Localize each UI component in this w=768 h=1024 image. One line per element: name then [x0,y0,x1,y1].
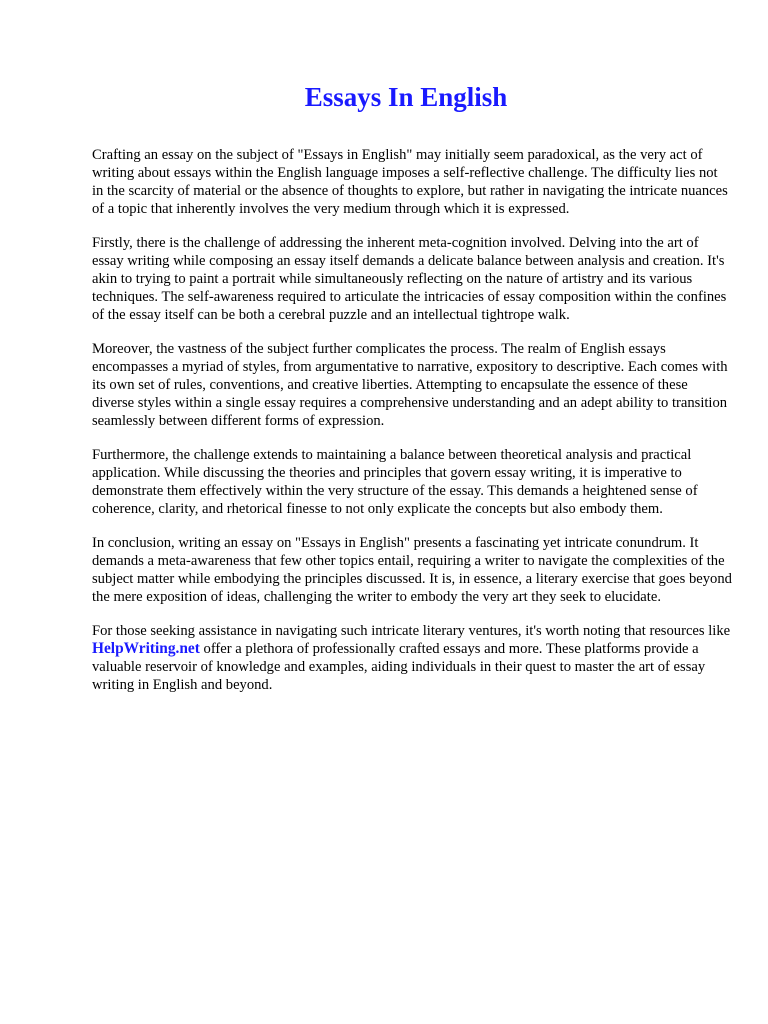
paragraph-closing [92,622,732,694]
paragraph-conclusion: In conclusion, writing an essay on "Essays in English" presents a fascinating yet intricate conundrum. It demands a meta-awareness that few other topics entail, requiring a writer to navigate the complexities of the subject matter while embodying the principles discussed. It is, in essence, a literary exercise that goes beyond the mere exposition of ideas, challenging the writer to embody the very art they seek to elucidate. [92,535,732,605]
helpwriting-link[interactable]: HelpWriting.net [92,640,200,657]
document-body [92,146,732,710]
closing-text-before-link: For those seeking assistance in navigating such intricate literary ventures, it's worth noting that resources like [92,623,731,639]
paragraph-vastness: Moreover, the vastness of the subject further complicates the process. The realm of English essays encompasses a myriad of styles, from argumentative to narrative, expository to descriptive. Each comes with its own set of rules, conventions, and creative liberties. Attempting to encapsulate the essence of these diverse styles within a single essay requires a comprehensive understanding and an adept ability to transition seamlessly between different forms of expression. [92,341,728,429]
paragraph-theory-practice: Furthermore, the challenge extends to maintaining a balance between theoretical analysis and practical application. While discussing the theories and principles that govern essay writing, it is imperative to demonstrate them effectively within the very structure of the essay. This demands a heightened sense of coherence, clarity, and rhetorical finesse to not only explicate the concepts but also embody them. [92,447,698,517]
paragraph-intro: Crafting an essay on the subject of "Essays in English" may initially seem paradoxical, as the very act of writing about essays within the English language imposes a self-reflective challenge. The difficulty lies not in the scarcity of material or the absence of thoughts to explore, but rather in navigating the intricate nuances of a topic that inherently involves the very medium through which it is expressed. [92,147,728,217]
paragraph-meta-cognition: Firstly, there is the challenge of addressing the inherent meta-cognition involved. Delving into the art of essay writing while composing an essay itself demands a delicate balance between analysis and creation. It's akin to trying to paint a portrait while simultaneously reflecting on the nature of artistry and its various techniques. The self-awareness required to articulate the intricacies of essay composition within the confines of the essay itself can be both a cerebral puzzle and an intellectual tightrope walk. [92,235,727,323]
document-title: Essays In English [304,82,508,112]
closing-text-after-link: offer a plethora of professionally crafted essays and more. These platforms provide a valuable reservoir of knowledge and examples, aiding individuals in their quest to master the art of essay writing in English and beyond. [92,641,706,693]
